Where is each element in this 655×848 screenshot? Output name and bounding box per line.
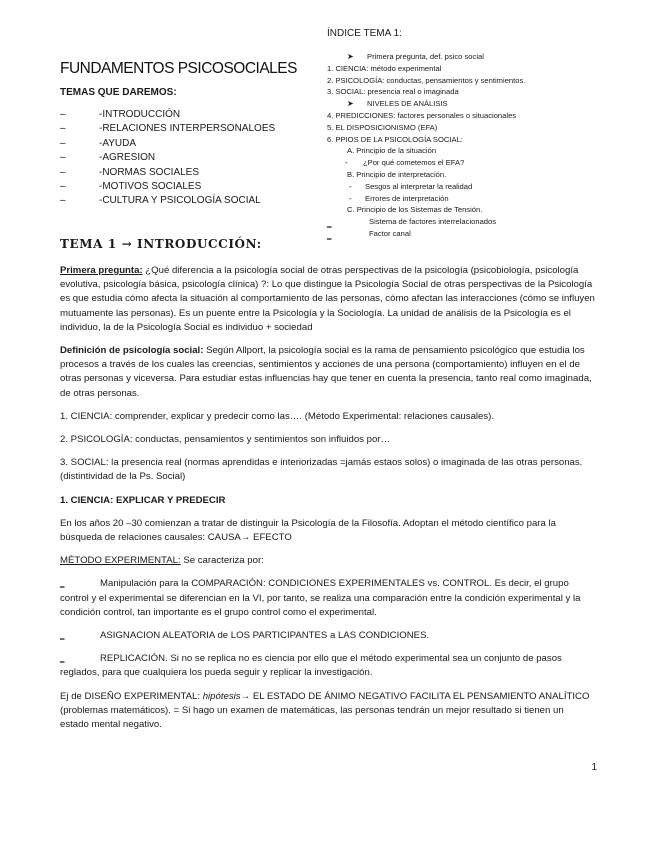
bullet-mark: ‗ [60,654,65,664]
paragraph-social: 3. SOCIAL: la presencia real (normas aprendidas e interiorizadas =jamás estaos solos) o imaginada de las otras personas. (distintividad de la Ps. Social) [60,457,583,483]
bullet-mark: - [349,181,352,191]
paragraph-example [60,690,595,733]
document-body [60,264,595,741]
index-item-label: Primera pregunta, def. psico social [367,52,484,61]
index-item-label: Sesgos al interpretar la realidad [365,181,473,191]
method-text: Se caracteriza por: [180,555,264,567]
index-item [327,122,645,134]
index-item-label: 4. PREDICCIONES: factores personales o situacionales [327,110,517,120]
bullet-random-assignment-text: ASIGNACION ALEATORIA de LOS PARTICIPANTES a LAS CONDICIONES. [100,630,430,642]
section-heading-ciencia: 1. CIENCIA: EXPLICAR Y PREDECIR [60,494,226,506]
definition-text: Según Allport, la psicología social es la rama de pensamiento psicológico que estudia los procesos a través de los cuales las creencias, sentimientos y acciones de una persona (comportamiento) influyen en el de otras personas y viceversa. Para estudiar estas influencias hay que tener en cuenta la presencia, tanto real como imaginada, de otras personas. [60,345,592,399]
topic-dash: – [60,195,66,207]
index-item [327,157,645,169]
arrow-bullet-icon: ➤ [347,99,354,109]
bullet-mark: - [345,158,348,168]
topic-label: -CULTURA Y PSICOLOGÍA SOCIAL [99,195,261,207]
topic-label: -INTRODUCCIÓN [99,109,181,120]
topics-list [60,108,310,209]
paragraph-history: En los años 20 –30 comienzan a tratar de distinguir la Psicología de la Filosofía. Adoptan el método científico para la búsqueda de relaciones causales: CAUSA→ EFECTO [60,517,556,544]
topic-dash: – [60,123,66,135]
topic-dash: – [60,137,66,149]
bullet-comparison [60,577,595,620]
index-item [327,181,645,193]
index-item-label: ¿Por qué cometemos el EFA? [363,158,465,168]
topic-label: -RELACIONES INTERPERSONALOES [99,123,276,135]
topic-dash: – [60,109,66,120]
topic-item [60,137,310,151]
bullet-replication [60,652,595,680]
paragraph-ciencia: 1. CIENCIA: comprender, explicar y predecir como las…. (Método Experimental: relaciones causales). [60,410,495,422]
bullet-mark: ‗ [327,230,332,240]
index-title: ÍNDICE TEMA 1: [327,28,402,39]
index-item-label: Sistema de factores interrelacionados [369,217,497,227]
index-item-label: 3. SOCIAL: presencia real o imaginada [327,87,459,97]
index-item [327,204,645,216]
index-item-label: 5. EL DISPOSICIONISMO (EFA) [327,122,438,132]
section-title: TEMA 1 → INTRODUCCIÓN: [60,237,262,251]
topic-label: -AGRESION [99,152,156,164]
bullet-comparison-text: Manipulación para la COMPARACIÓN: CONDICIONES EXPERIMENTALES vs. CONTROL. Es decir, el grupo control y el experimental se diferencian en la VI, por tanto, se realiza una comparación entre la condición experimental y la condición control, tan importante es el grupo control como el experimental. [60,578,581,618]
topic-item [60,108,310,122]
topic-label: -AYUDA [99,137,137,149]
topic-label: -MOTIVOS SOCIALES [99,180,202,192]
topic-dash: – [60,180,66,192]
topic-dash: – [60,166,66,178]
index-item [327,110,645,122]
first-question-text: ¿Qué diferencia a la psicología social de otras perspectivas de la psicología (psicobiología, psicología evolutiva, psicología básica, psicología clínica) ?: Lo que distingue la Psicología Social de otras perspectivas de la Psicología es que estudia cómo afecta la situación al comportamiento de las personas, cómo afectan las interacciones (cómo se influyen mutuamente las personas). Es un puente entre la Psicología y la Sociología. La unidad de análisis de la Psicología es el individuo, la de la Psicología Social es individuo + sociedad [60,265,595,333]
document-title: FUNDAMENTOS PSICOSOCIALES [60,60,297,77]
index-item [327,145,645,157]
index-item [327,75,645,87]
paragraph-method [60,554,595,568]
index-list [327,51,645,240]
index-item-label: NIVELES DE ANÁLISIS [367,99,448,109]
index-item-label: C. Principio de los Sistemas de Tensión. [347,205,483,215]
bullet-mark: ‗ [60,579,65,589]
topic-dash: – [60,152,66,164]
index-item-label: A. Principio de la situación [347,146,437,156]
index-item [327,134,645,146]
index-item-label: Errores de interpretación [365,193,449,203]
index-item [327,98,645,110]
topic-item [60,194,310,208]
paragraph-psicologia: 2. PSICOLOGÍA: conductas, pensamientos y sentimientos son influidos por… [60,434,391,446]
bullet-mark: ‗ [60,631,65,641]
paragraph-definition [60,344,595,401]
definition-label: Definición de psicología social: [60,345,204,357]
index-item-label: B. Principio de interpretación. [347,169,447,179]
index-item [327,63,645,75]
bullet-replication-text: REPLICACIÓN. Si no se replica no es ciencia por ello que el método experimental sea un conjunto de pasos reglados, para que cualquiera los pueda seguir y replicar la investigación. [60,653,562,679]
index-item [327,51,645,63]
index-item-label: 2. PSICOLOGÍA: conductas, pensamientos y sentimientos. [327,75,526,85]
index-item-label: Factor canal [369,228,411,238]
topic-item [60,151,310,165]
index-item [327,86,645,98]
topic-item [60,166,310,180]
topic-item [60,122,310,136]
index-item [327,169,645,181]
bullet-mark: - [349,193,352,203]
page-number: 1 [591,762,597,773]
topic-label: -NORMAS SOCIALES [99,166,200,178]
example-text: → EL ESTADO DE ÁNIMO NEGATIVO FACILITA EL PENSAMIENTO ANALÍTICO (problemas matemáticos). = Si hago un examen de matemáticas, las personas tendrán un mejor resultado si tienen un estado mental negativo. [60,690,590,731]
topics-heading: TEMAS QUE DAREMOS: [60,87,177,98]
arrow-bullet-icon: ➤ [347,52,354,61]
index-item [327,193,645,205]
bullet-mark: ‗ [327,219,332,229]
index-item-label: 1. CIENCIA: método experimental [327,63,442,73]
index-item [327,216,645,228]
index-item [327,228,645,240]
paragraph-first-question [60,264,595,335]
example-prefix: Ej de DISEÑO EXPERIMENTAL: [60,690,203,702]
method-label: MÉTODO EXPERIMENTAL: [60,555,181,567]
index-panel [327,28,645,240]
index-item-label: 6. PPIOS DE LA PSICOLOGÍA SOCIAL: [327,134,463,144]
first-question-label: Primera pregunta: [60,265,143,276]
topic-item [60,180,310,194]
example-hypothesis: hipótesis [202,690,241,702]
bullet-random-assignment [60,629,595,643]
